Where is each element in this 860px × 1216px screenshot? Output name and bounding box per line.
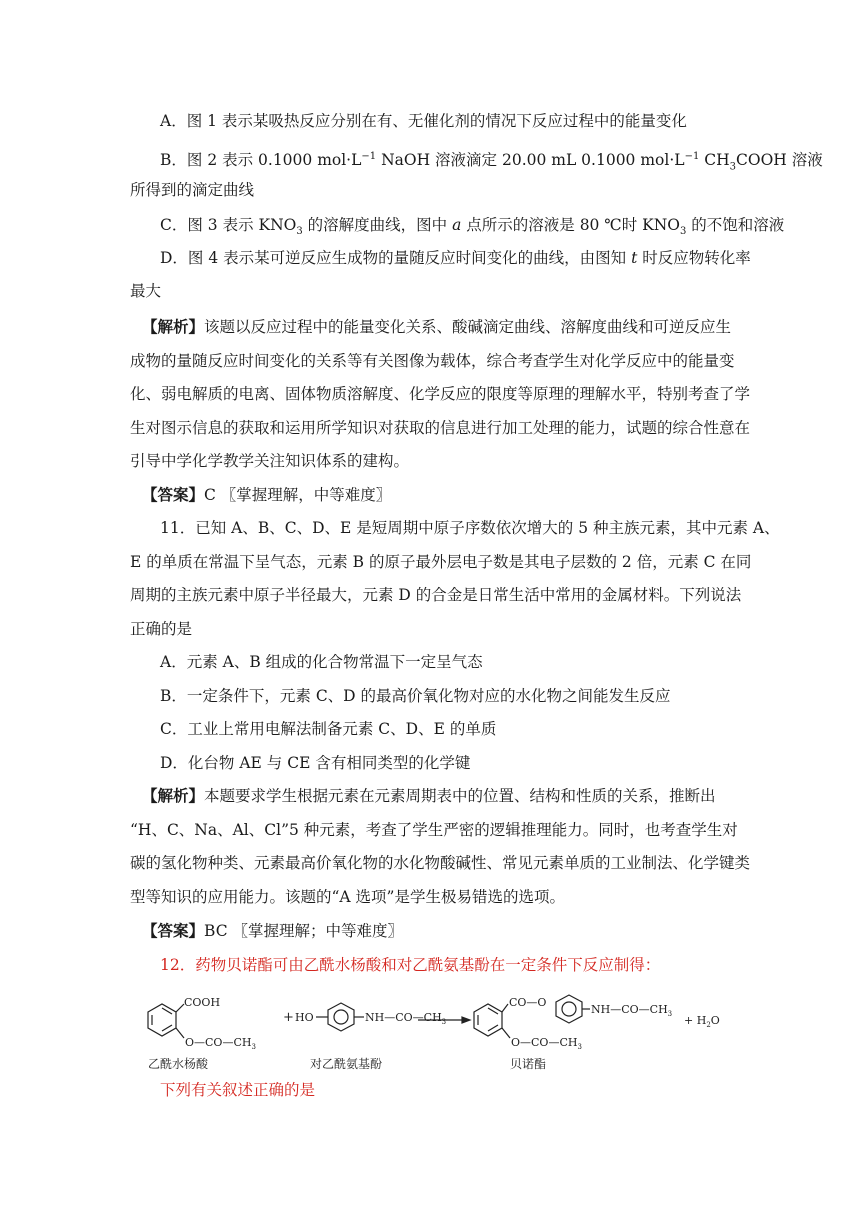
q10-option-d: D．图 4 表示某可逆反应生成物的量随反应时间变化的曲线，由图知 t 时反应物转化率 (160, 249, 751, 267)
acetoxy-group-2: $O—CO—CH_3$ (511, 1036, 582, 1051)
plus-sign-1: + (283, 1010, 294, 1025)
q11-analysis-line3: 碳的氢化物种类、元素最高价氧化物的水化物酸碱性、常见元素单质的工业制法、化学键类 (130, 854, 751, 872)
answer-label: 【答案】 (142, 921, 205, 940)
label-benorilate: 贝诺酯 (510, 1057, 547, 1071)
q12-stem: 12．药物贝诺酯可由乙酰水杨酸和对乙酰氨基酚在一定条件下反应制得： (160, 956, 661, 974)
reaction-scheme-figure (128, 990, 728, 1076)
q10-analysis-line4: 生对图示信息的获取和运用所学知识对获取的信息进行加工处理的能力，试题的综合性意在 (130, 419, 751, 437)
q11-analysis-line2: “H、C、Na、Al、Cl”5 种元素，考查了学生严密的逻辑推理能力。同时，也考查学生对 (130, 821, 738, 839)
q11-option-a: A．元素 A、B 组成的化合物常温下一定呈气态 (160, 653, 483, 671)
q10-analysis-line2: 成物的量随反应时间变化的关系等有关图像为载体，综合考查学生对化学反应中的能量变 (130, 352, 735, 370)
q10-option-b: B．图 2 表示 0.1000 $mol\cdot L^{-1}$ NaOH 溶液滴定 20.00 mL 0.1000 $mol\cdot L^{-1}$ $CH_3COOH$ 溶液 (160, 151, 823, 173)
acetamido-group-1: $NH—CO—CH_3$ (365, 1011, 447, 1026)
cooh-group: COOH (184, 996, 221, 1009)
q12-prompt: 下列有关叙述正确的是 (160, 1081, 316, 1099)
analysis-label: 【解析】 (142, 786, 205, 805)
q11-stem-line4: 正确的是 (130, 620, 193, 638)
q11-stem-line1: 11．已知 A、B、C、D、E 是短周期中原子序数依次增大的 5 种主族元素，其中元素 A、 (160, 519, 780, 537)
water-product: + $H_2O$ (684, 1014, 720, 1029)
q10-option-d-cont: 最大 (130, 282, 162, 300)
q10-option-a: A．图 1 表示某吸热反应分别在有、无催化剂的情况下反应过程中的能量变化 (160, 112, 687, 130)
q11-analysis-line4: 型等知识的应用能力。该题的“A 选项”是学生极易错选的选项。 (130, 888, 565, 906)
q10-option-c: C．图 3 表示 $KNO_3$ 的溶解度曲线，图中 a 点所示的溶液是 80 ℃时 $KNO_3$ 的不饱和溶液 (160, 216, 785, 238)
q11-option-c: C．工业上常用电解法制备元素 C、D、E 的单质 (160, 720, 497, 738)
q11-option-d: D．化台物 AE 与 CE 含有相同类型的化学键 (160, 754, 471, 772)
q10-analysis-line5: 引导中学化学教学关注知识体系的建构。 (130, 452, 410, 470)
q10-analysis-line3: 化、弱电解质的电离、固体物质溶解度、化学反应的限度等原理的理解水平，特别考查了学 (130, 385, 751, 403)
q11-stem-line3: 周期的主族元素中原子半径最大，元素 D 的合金是日常生活中常用的金属材料。下列说法 (130, 586, 742, 604)
ho-group: HO (295, 1011, 314, 1024)
answer-label: 【答案】 (142, 485, 205, 504)
label-paracetamol: 对乙酰氨基酚 (310, 1057, 383, 1071)
q11-option-b: B．一定条件下，元素 C、D 的最高价氧化物对应的水化物之间能发生反应 (160, 687, 671, 705)
q11-stem-line2: E 的单质在常温下呈气态，元素 B 的原子最外层电子数是其电子层数的 2 倍，元素 C 在同 (130, 553, 752, 571)
benzene-ring-2 (328, 1003, 354, 1031)
q10-analysis-line1: 【解析】该题以反应过程中的能量变化关系、酸碱滴定曲线、溶解度曲线和可逆反应生 (142, 317, 732, 336)
label-acetylsalicylic-acid: 乙酰水杨酸 (148, 1057, 209, 1071)
benzene-ring-4 (556, 995, 582, 1023)
analysis-label: 【解析】 (142, 317, 205, 336)
ester-linkage: CO—O (509, 996, 547, 1009)
q11-analysis-line1: 【解析】本题要求学生根据元素在元素周期表中的位置、结构和性质的关系，推断出 (142, 786, 716, 805)
q10-option-b-cont: 所得到的滴定曲线 (130, 181, 255, 199)
acetoxy-group-1: $O—CO—CH_3$ (185, 1036, 256, 1051)
q11-answer: 【答案】BC 〖掌握理解；中等难度〗 (142, 921, 403, 940)
acetamido-group-2: $NH—CO—CH_3$ (591, 1003, 673, 1018)
q10-answer: 【答案】C 〖掌握理解，中等难度〗 (142, 485, 392, 504)
